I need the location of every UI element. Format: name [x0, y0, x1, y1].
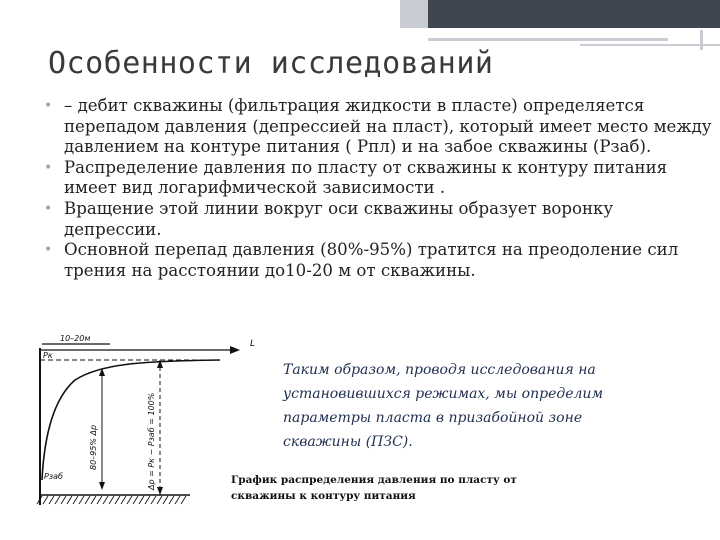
p-bottom-label: Pзаб	[44, 472, 63, 481]
p-top-label: Pк	[43, 351, 53, 360]
hatch-stroke	[181, 496, 186, 504]
left-percent-label: 80–95% Δр	[89, 424, 98, 470]
hatch-stroke	[145, 496, 150, 504]
bullet-item: • – дебит скважины (фильтрация жидкости в пласте) определяется перепадом давления (депрессией на пласт), который имеет место между давлением на контуре питания ( Рпл) и на забое скважины (Рзаб).	[44, 96, 712, 157]
bullet-dot-icon: •	[44, 200, 53, 217]
ground-hatching	[37, 496, 186, 504]
bullet-dot-icon: •	[44, 98, 53, 114]
hatch-stroke	[85, 496, 90, 504]
hatch-stroke	[109, 496, 114, 504]
hatch-stroke	[73, 496, 78, 504]
bullet-item: • Вращение этой линии вокруг оси скважины образует воронку депрессии.	[44, 198, 614, 239]
hatch-stroke	[157, 496, 162, 504]
header-rule-2	[580, 44, 720, 46]
hatch-stroke	[115, 496, 120, 504]
pressure-curve	[42, 360, 220, 480]
top-dimension-label: 10–20м	[60, 334, 91, 343]
hatch-stroke	[175, 496, 180, 504]
slide-title: Особенности исследований	[48, 46, 494, 81]
header-light-bar	[400, 0, 428, 28]
bullet-item: • Распределение давления по пласту от скважины к контуру питания имеет вид логарифмической зависимости .	[44, 157, 668, 198]
arrow-down-icon	[99, 482, 105, 490]
hatch-stroke	[91, 496, 96, 504]
bullet-dot-icon: •	[44, 242, 53, 259]
hatch-stroke	[43, 496, 48, 504]
hatch-stroke	[151, 496, 156, 504]
bullet-list	[42, 96, 712, 281]
hatch-stroke	[163, 496, 168, 504]
conclusion-note: Таким образом, проводя исследования на установившихся режимах, мы определим параметры пласта в призабойной зоне скважины (ПЗС).	[283, 362, 604, 450]
hatch-stroke	[103, 496, 108, 504]
header-rule-1	[428, 38, 668, 41]
bullet-dot-icon: •	[44, 159, 53, 176]
hatch-stroke	[67, 496, 72, 504]
right-percent-label: Δр = Рк − Рзаб = 100%	[147, 392, 156, 490]
hatch-stroke	[133, 496, 138, 504]
header-dark-bar	[428, 0, 720, 28]
hatch-stroke	[79, 496, 84, 504]
hatch-stroke	[139, 496, 144, 504]
arrow-down-icon	[157, 487, 163, 495]
hatch-stroke	[169, 496, 174, 504]
hatch-stroke	[61, 496, 66, 504]
header-side-rule	[700, 30, 703, 50]
hatch-stroke	[97, 496, 102, 504]
hatch-stroke	[55, 496, 60, 504]
diagram-caption: График распределения давления по пласту от скважины к контуру питания	[231, 474, 517, 502]
axis-arrow-icon	[230, 346, 240, 354]
hatch-stroke	[49, 496, 54, 504]
hatch-stroke	[127, 496, 132, 504]
axis-label: L	[250, 339, 256, 349]
hatch-stroke	[121, 496, 126, 504]
bullet-item: • Основной перепад давления (80%-95%) тратится на преодоление сил трения на расстоянии до10-20 м от скважины.	[44, 240, 679, 280]
